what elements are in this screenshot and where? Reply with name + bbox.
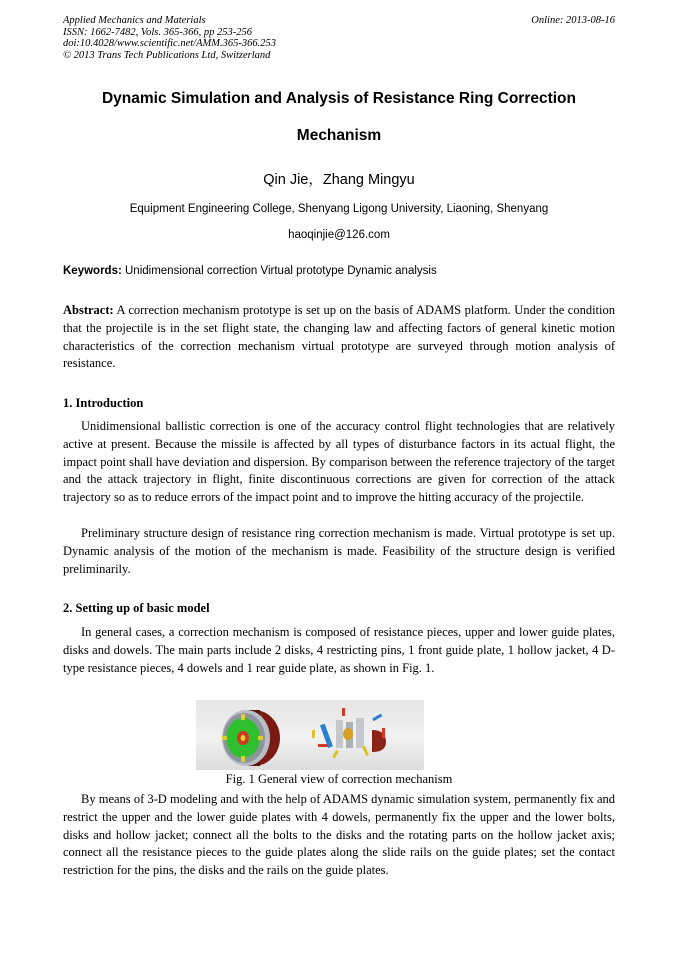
model-paragraph-1: In general cases, a correction mechanism is composed of resistance pieces, upper and lower guide plates, disks and dowels. The main parts include 2 disks, 4 restricting pins, 1 front guide plate, 1 hollow jacket, 4 D-type resistance pieces, 4 dowels and 1 rear guide plate, as shown in Fig. 1. — [63, 625, 615, 675]
model-paragraph-2: By means of 3-D modeling and with the help of ADAMS dynamic simulation system, permanently fix and restrict the upper and the lower guide plates with 4 dowels, permanently fix the upper and the lower bolts, disks and hollow jacket; connect all the bolts to the disks and the rotating parts on the hollow jacket axis; connect all the resistance pieces to the guide plates along the slide rails on the guide plates; set the contact restriction for the pins, the disks and the rails on the guide plates. — [63, 792, 615, 878]
journal-header — [63, 15, 276, 61]
issn-line: ISSN: 1662-7482, Vols. 365-366, pp 253-256 — [63, 26, 252, 38]
intro-paragraph-2: Preliminary structure design of resistance ring correction mechanism is made. Virtual prototype is set up. Dynamic analysis of the motion of the mechanism is made. Feasibility of the structure design is verified preliminarily. — [63, 526, 615, 576]
authors: Qin Jie，Zhang Mingyu — [263, 172, 415, 188]
section-heading-introduction: 1. Introduction — [63, 396, 144, 410]
abstract — [63, 302, 615, 373]
paper-title-line2: Mechanism — [296, 127, 382, 144]
paper-title-line1: Dynamic Simulation and Analysis of Resistance Ring Correction — [101, 90, 576, 107]
journal-name: Applied Mechanics and Materials — [63, 15, 206, 26]
abstract-text: A correction mechanism prototype is set up on the basis of ADAMS platform. Under the condition that the projectile is in the set flight state, the changing law and affecting factors of general kinetic motion characteristics of the correction mechanism virtual prototype are surveyed through motion analysis of resistance. — [63, 303, 616, 371]
intro-paragraph-1: Unidimensional ballistic correction is one of the accuracy control flight technologies that are relatively active at present. Because the missile is affected by all types of disturbance factors in its actual flight, the impact point shall have deviation and dispersion. By comparison between the reference trajectory of the target and the attack trajectory in flight, finite discontinuous corrections are given for correction of the attack trajectory so as to reduce errors of the impact point and to improve the hitting accuracy of the projectile. — [63, 419, 615, 505]
mechanism-render — [196, 700, 424, 770]
online-date: Online: 2013-08-16 — [531, 15, 615, 26]
keywords — [63, 265, 615, 277]
section-heading-basic-model: 2. Setting up of basic model — [63, 601, 210, 615]
abstract-label: Abstract: — [63, 303, 114, 317]
affiliation: Equipment Engineering College, Shenyang Ligong University, Liaoning, Shenyang — [129, 203, 549, 215]
assembled-mechanism — [222, 710, 280, 766]
author-email: haoqinjie@126.com — [288, 229, 390, 241]
keywords-label: Keywords: — [63, 265, 122, 277]
doi-line: doi:10.4028/www.scientific.net/AMM.365-366.253 — [63, 38, 276, 50]
figure-caption: Fig. 1 General view of correction mechanism — [225, 772, 453, 786]
exploded-parts — [312, 708, 386, 758]
keywords-text: Unidimensional correction Virtual prototype Dynamic analysis — [125, 265, 437, 277]
figure-correction-mechanism — [196, 700, 424, 770]
copyright-line: © 2013 Trans Tech Publications Ltd, Switzerland — [63, 49, 271, 61]
